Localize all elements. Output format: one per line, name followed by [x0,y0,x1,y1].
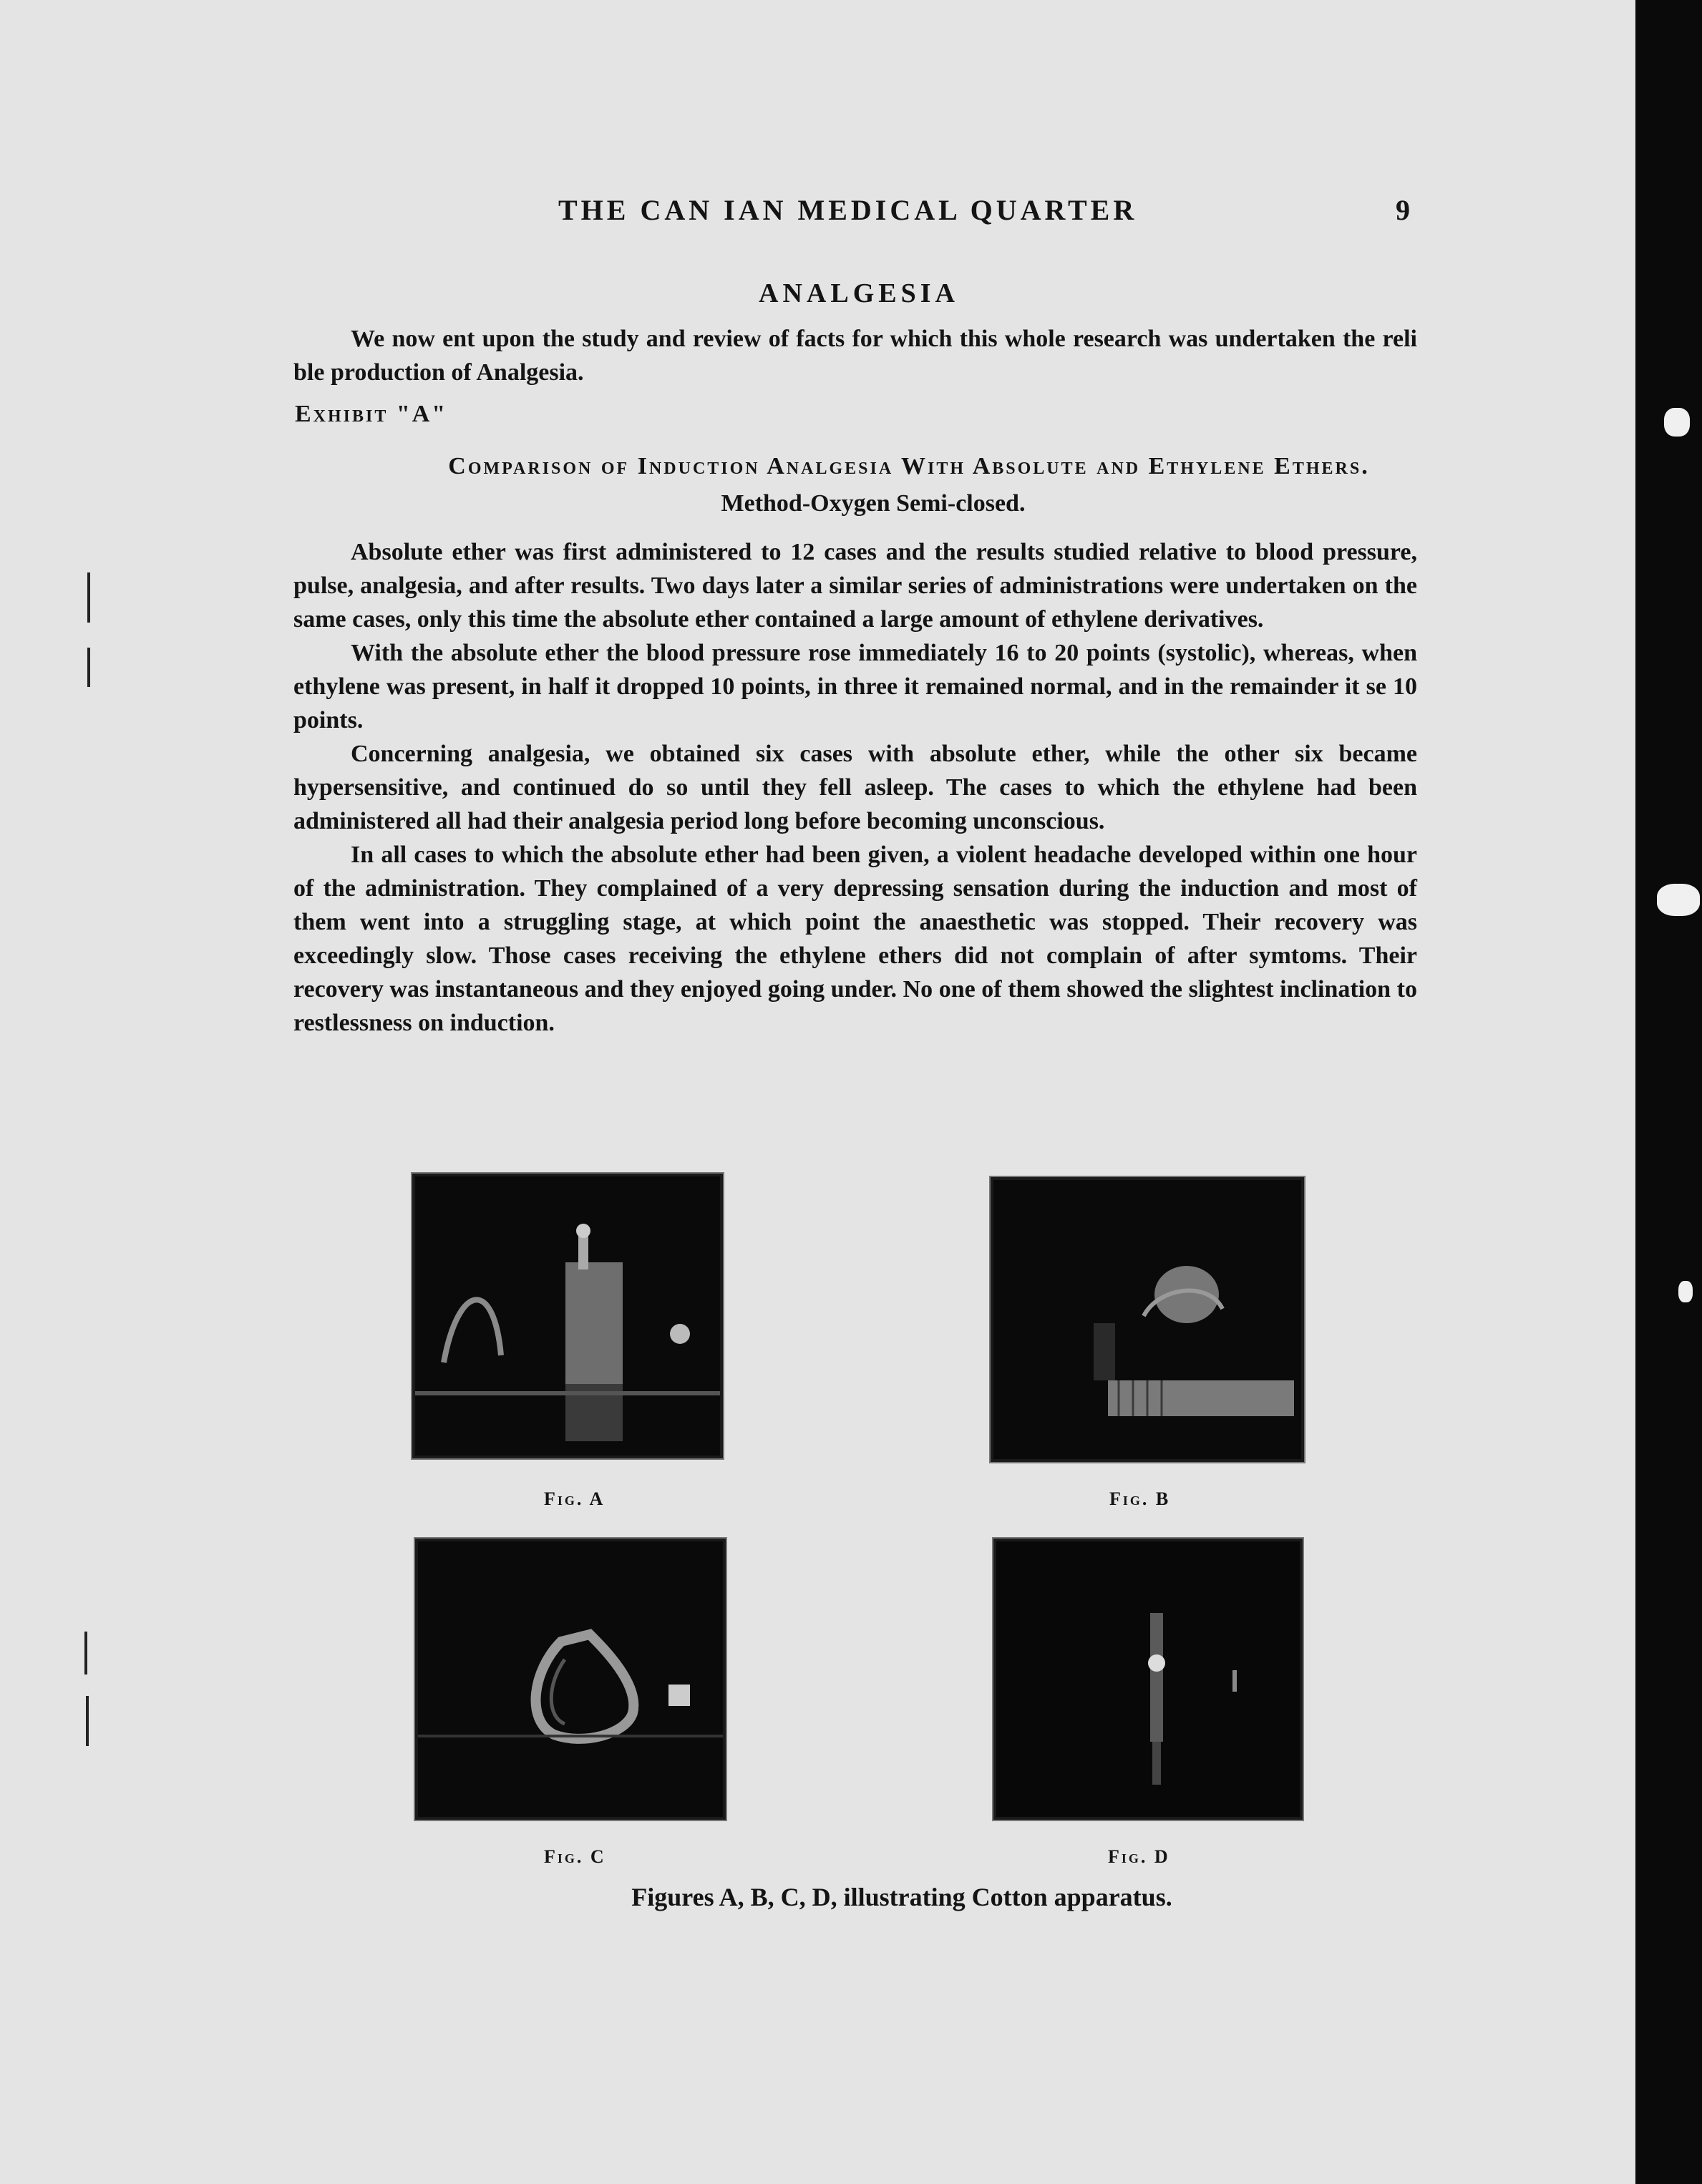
apparatus-photo-a [415,1176,720,1456]
margin-mark [87,572,90,623]
exhibit-label: Exhibit "A" [295,401,448,427]
figure-c-label: Fig. C [544,1846,606,1867]
method-subtitle: Method-Oxygen Semi-closed. [721,490,1026,517]
scan-artifact [1657,884,1700,916]
paragraph: In all cases to which the absolute ether had been given, a violent headache developed within one hour of the administration. They complained of a very depressing sensation during the induction and most of them went into a struggling stage, at which point the anaesthetic was stopped. Their recovery was exceedingly slow. Those cases receiving the ethylene ethers did not complain of after symtoms. Their recovery was instantaneous and they enjoyed going under. No one of them showed the slightest inclination to restlessness on induction. [293,842,1417,1036]
figure-a-photo [412,1174,723,1458]
comparison-title: Comparison of Induction Analgesia With Absolute and Ethylene Ethers. [448,453,1370,479]
paragraph: Absolute ether was first administered to 12 cases and the results studied relative to blood pressure, pulse, analgesia, and after results. Two days later a similar series of administrations were undertaken on the same cases, only this time the absolute ether contained a large amount of ethylene derivatives. [293,539,1417,633]
figure-c-photo [415,1539,726,1820]
intro-paragraph: We now ent upon the study and review of facts for which this whole research was undertaken the reli ble production of Analgesia. [293,326,1417,386]
figure-b-label: Fig. B [1109,1488,1171,1509]
running-title: THE CAN IAN MEDICAL QUARTER [558,194,1138,226]
paragraph: With the absolute ether the blood pressure rose immediately 16 to 20 points (systolic), whereas, when ethylene was present, in half it dropped 10 points, in three it remained normal, and in the remainder it se 10 points. [293,640,1417,733]
apparatus-photo-c [418,1541,723,1817]
scan-artifact [1678,1281,1693,1302]
margin-mark [84,1632,87,1674]
margin-mark [86,1696,89,1746]
page-number: 9 [1396,194,1410,226]
paragraph: Concerning analgesia, we obtained six cases with absolute ether, while the other six became hypersensitive, and continued do so until they fell asleep. The cases to which the ethylene had been administered all had their analgesia period long before becoming unconscious. [293,741,1417,834]
scan-artifact [1664,408,1690,437]
apparatus-photo-b [993,1180,1301,1459]
scan-edge [1635,0,1702,2184]
figure-a-label: Fig. A [544,1488,606,1509]
figure-d-photo [993,1539,1303,1820]
figure-b-photo [991,1177,1304,1462]
apparatus-photo-d [996,1541,1300,1817]
section-title: ANALGESIA [759,278,959,308]
margin-mark [87,648,90,687]
body-text [293,535,1417,1040]
figures-caption: Figures A, B, C, D, illustrating Cotton apparatus. [631,1883,1172,1911]
figure-d-label: Fig. D [1108,1846,1170,1867]
